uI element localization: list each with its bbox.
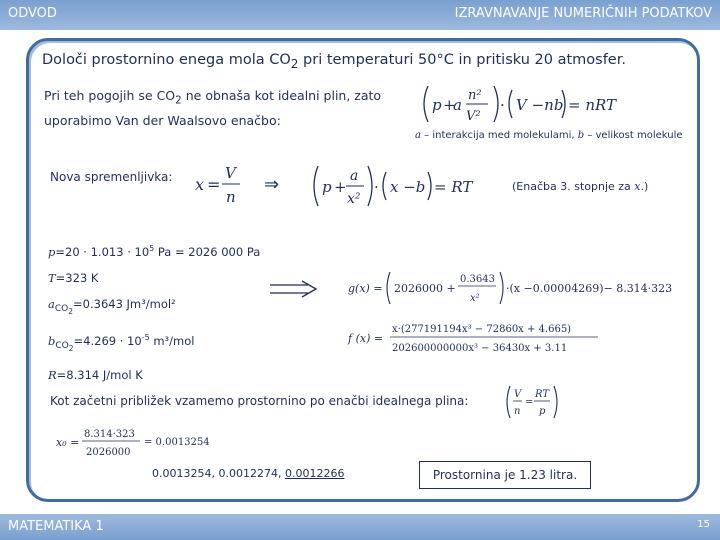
vdw-formula xyxy=(416,80,636,128)
svg-text:= 0.0013254: = 0.0013254 xyxy=(144,437,210,448)
svg-text:n: n xyxy=(514,406,521,417)
task-title: Določi prostornino enega mola $CO_2$ pri temperaturi 50°C in pritisku 20 atmosfer. xyxy=(42,52,626,71)
svg-text:x·(277191194x³ − 72860x + 4.66: x·(277191194x³ − 72860x + 4.665) xyxy=(392,324,572,335)
reduced-formula xyxy=(310,162,490,210)
svg-text:= nRT: = nRT xyxy=(568,96,617,114)
new-variable-label: Nova spremenljivka: xyxy=(50,170,173,184)
course-label: MATEMATIKA 1 xyxy=(8,519,104,534)
svg-text:0.3643: 0.3643 xyxy=(460,274,495,285)
x0-formula xyxy=(56,426,246,460)
svg-text:= RT: = RT xyxy=(434,178,473,196)
svg-text:2026000: 2026000 xyxy=(86,447,131,458)
svg-text:·(x −0.00004269)− 8.314·323: ·(x −0.00004269)− 8.314·323 xyxy=(506,282,673,295)
svg-text:x²: x² xyxy=(470,293,480,304)
svg-text:V²: V² xyxy=(466,109,481,124)
svg-text:p: p xyxy=(432,96,442,114)
g-function-formula xyxy=(348,270,688,306)
new-variable-formula xyxy=(195,162,255,210)
result-box: Prostornina je 1.23 litra. xyxy=(419,461,591,489)
header-bar xyxy=(0,0,720,30)
given-values: $p=20 \cdot 1.013 \cdot 10^5$ Pa = 2026 000 Pa T=323 K $a_{CO_2}=0.3643$ Jm³/mol² $b_{CO_2}=4.269 \cdot 10^{-5}$ m³/mol R=8.314 J/mol K xyxy=(48,244,261,382)
page-number: 15 xyxy=(697,519,710,530)
svg-text:V: V xyxy=(514,389,522,400)
svg-text:x²: x² xyxy=(347,191,361,207)
svg-text:n²: n² xyxy=(468,88,482,103)
svg-text:8.314·323: 8.314·323 xyxy=(84,429,135,440)
implies-arrow-icon: ⇒ xyxy=(264,174,280,195)
explanation-text: Pri teh pogojih se $CO_2$ ne obnaša kot idealni plin, zato uporabimo Van der Waalsovo enačbo: xyxy=(44,88,382,128)
svg-text:g(x) =: g(x) = xyxy=(348,282,383,295)
svg-text:p: p xyxy=(539,406,546,417)
svg-text:x −b: x −b xyxy=(390,178,426,196)
iteration-values: 0.0013254, 0.0012274, 0.0012266 xyxy=(152,467,345,480)
svg-text:+: + xyxy=(443,96,456,114)
final-iterate: 0.0012266 xyxy=(284,467,345,480)
double-arrow-icon xyxy=(270,281,320,297)
svg-text:·: · xyxy=(374,178,379,196)
svg-text:f (x) =: f (x) = xyxy=(348,332,384,345)
footer-bar xyxy=(0,514,720,540)
svg-text:a: a xyxy=(350,168,359,184)
section-label: ODVOD xyxy=(8,6,57,21)
svg-text:2026000 +: 2026000 + xyxy=(394,282,456,295)
svg-text:n: n xyxy=(226,188,236,206)
cubic-note: (Enačba 3. stopnje za x.) xyxy=(512,180,649,193)
svg-text:+: + xyxy=(334,178,347,196)
svg-text:RT: RT xyxy=(535,389,550,400)
constants-note: a – interakcija med molekulami, b – velikost molekule xyxy=(415,130,683,141)
svg-text:a: a xyxy=(453,96,462,114)
svg-text:x: x xyxy=(195,175,205,194)
svg-text:202600000000x³ − 36430x + 3.11: 202600000000x³ − 36430x + 3.11 xyxy=(392,343,568,354)
svg-text:=: = xyxy=(525,397,534,408)
ideal-gas-formula xyxy=(504,384,564,420)
chapter-title: IZRAVNAVANJE NUMERIČNIH PODATKOV xyxy=(454,6,712,21)
svg-text:V −nb: V −nb xyxy=(516,96,564,114)
svg-text:p: p xyxy=(322,178,332,196)
svg-text:x₀ =: x₀ = xyxy=(56,436,80,449)
f-function-formula xyxy=(348,320,688,356)
svg-text:V: V xyxy=(225,164,236,182)
initial-guess-text: Kot začetni približek vzamemo prostornino po enačbi idealnega plina: xyxy=(50,394,469,408)
svg-text:=: = xyxy=(207,175,221,194)
svg-text:·: · xyxy=(500,96,505,114)
